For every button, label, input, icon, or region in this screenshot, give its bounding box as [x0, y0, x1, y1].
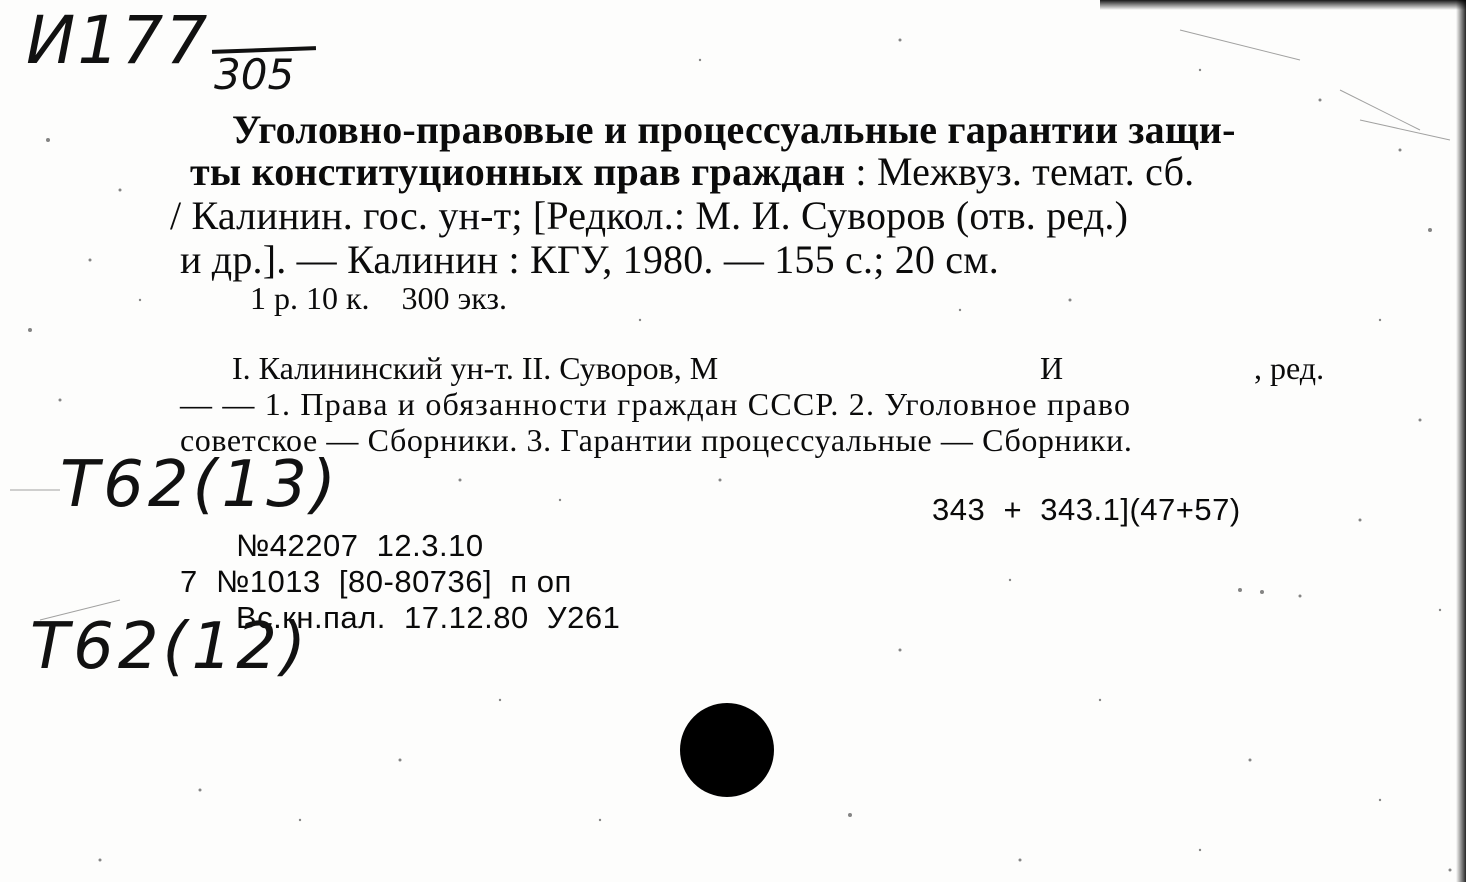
- entry-line-2: [190, 148, 1194, 195]
- class-mark-handwritten-2: Т62(12): [30, 610, 310, 684]
- entry-line-1: [232, 106, 1236, 153]
- tracing-line-1b: И: [1040, 350, 1064, 386]
- tracing-line-2: — — 1. Права и обязанности граждан СССР. 2. Уголовное право: [180, 386, 1132, 422]
- entry-line-3: / Калинин. гос. ун-т; [Редкол.: М. И. Суворов (отв. ред.): [170, 193, 1129, 238]
- punched-hole: [680, 703, 774, 797]
- print-info-line-2: 7 №1013 [80-80736] п оп: [180, 564, 572, 599]
- tracing-line-1a: I. Калининский ун-т. II. Суворов, М: [232, 350, 719, 386]
- title-bold-part-2: ты конституционных прав граждан: [190, 149, 846, 194]
- class-mark-handwritten-1: Т62(13): [60, 448, 340, 522]
- entry-line-4: и др.]. — Калинин : КГУ, 1980. — 155 с.; 20 см.: [180, 237, 999, 282]
- tracing-line-3: советское — Сборники. 3. Гарантии процессуальные — Сборники.: [180, 422, 1133, 458]
- card-edge-shadow: [1456, 0, 1466, 882]
- print-info-line-1: №42207 12.3.10: [236, 528, 484, 563]
- card-top-shadow: [1100, 0, 1466, 10]
- tracing-line-1c: , ред.: [1254, 350, 1325, 386]
- price-and-copies: 1 р. 10 к. 300 экз.: [250, 280, 508, 316]
- title-bold-part-1: Уголовно-правовые и процессуальные гарантии защи-: [232, 107, 1236, 152]
- classification-index: 343 + 343.1](47+57): [932, 492, 1241, 527]
- shelf-mark-fraction: 305: [214, 50, 295, 99]
- shelf-mark-handwritten: И177: [26, 2, 210, 79]
- print-info-line-3: Вс.кн.пал. 17.12.80 У261: [236, 600, 621, 635]
- series-note: : Межвуз. темат. сб.: [845, 149, 1195, 194]
